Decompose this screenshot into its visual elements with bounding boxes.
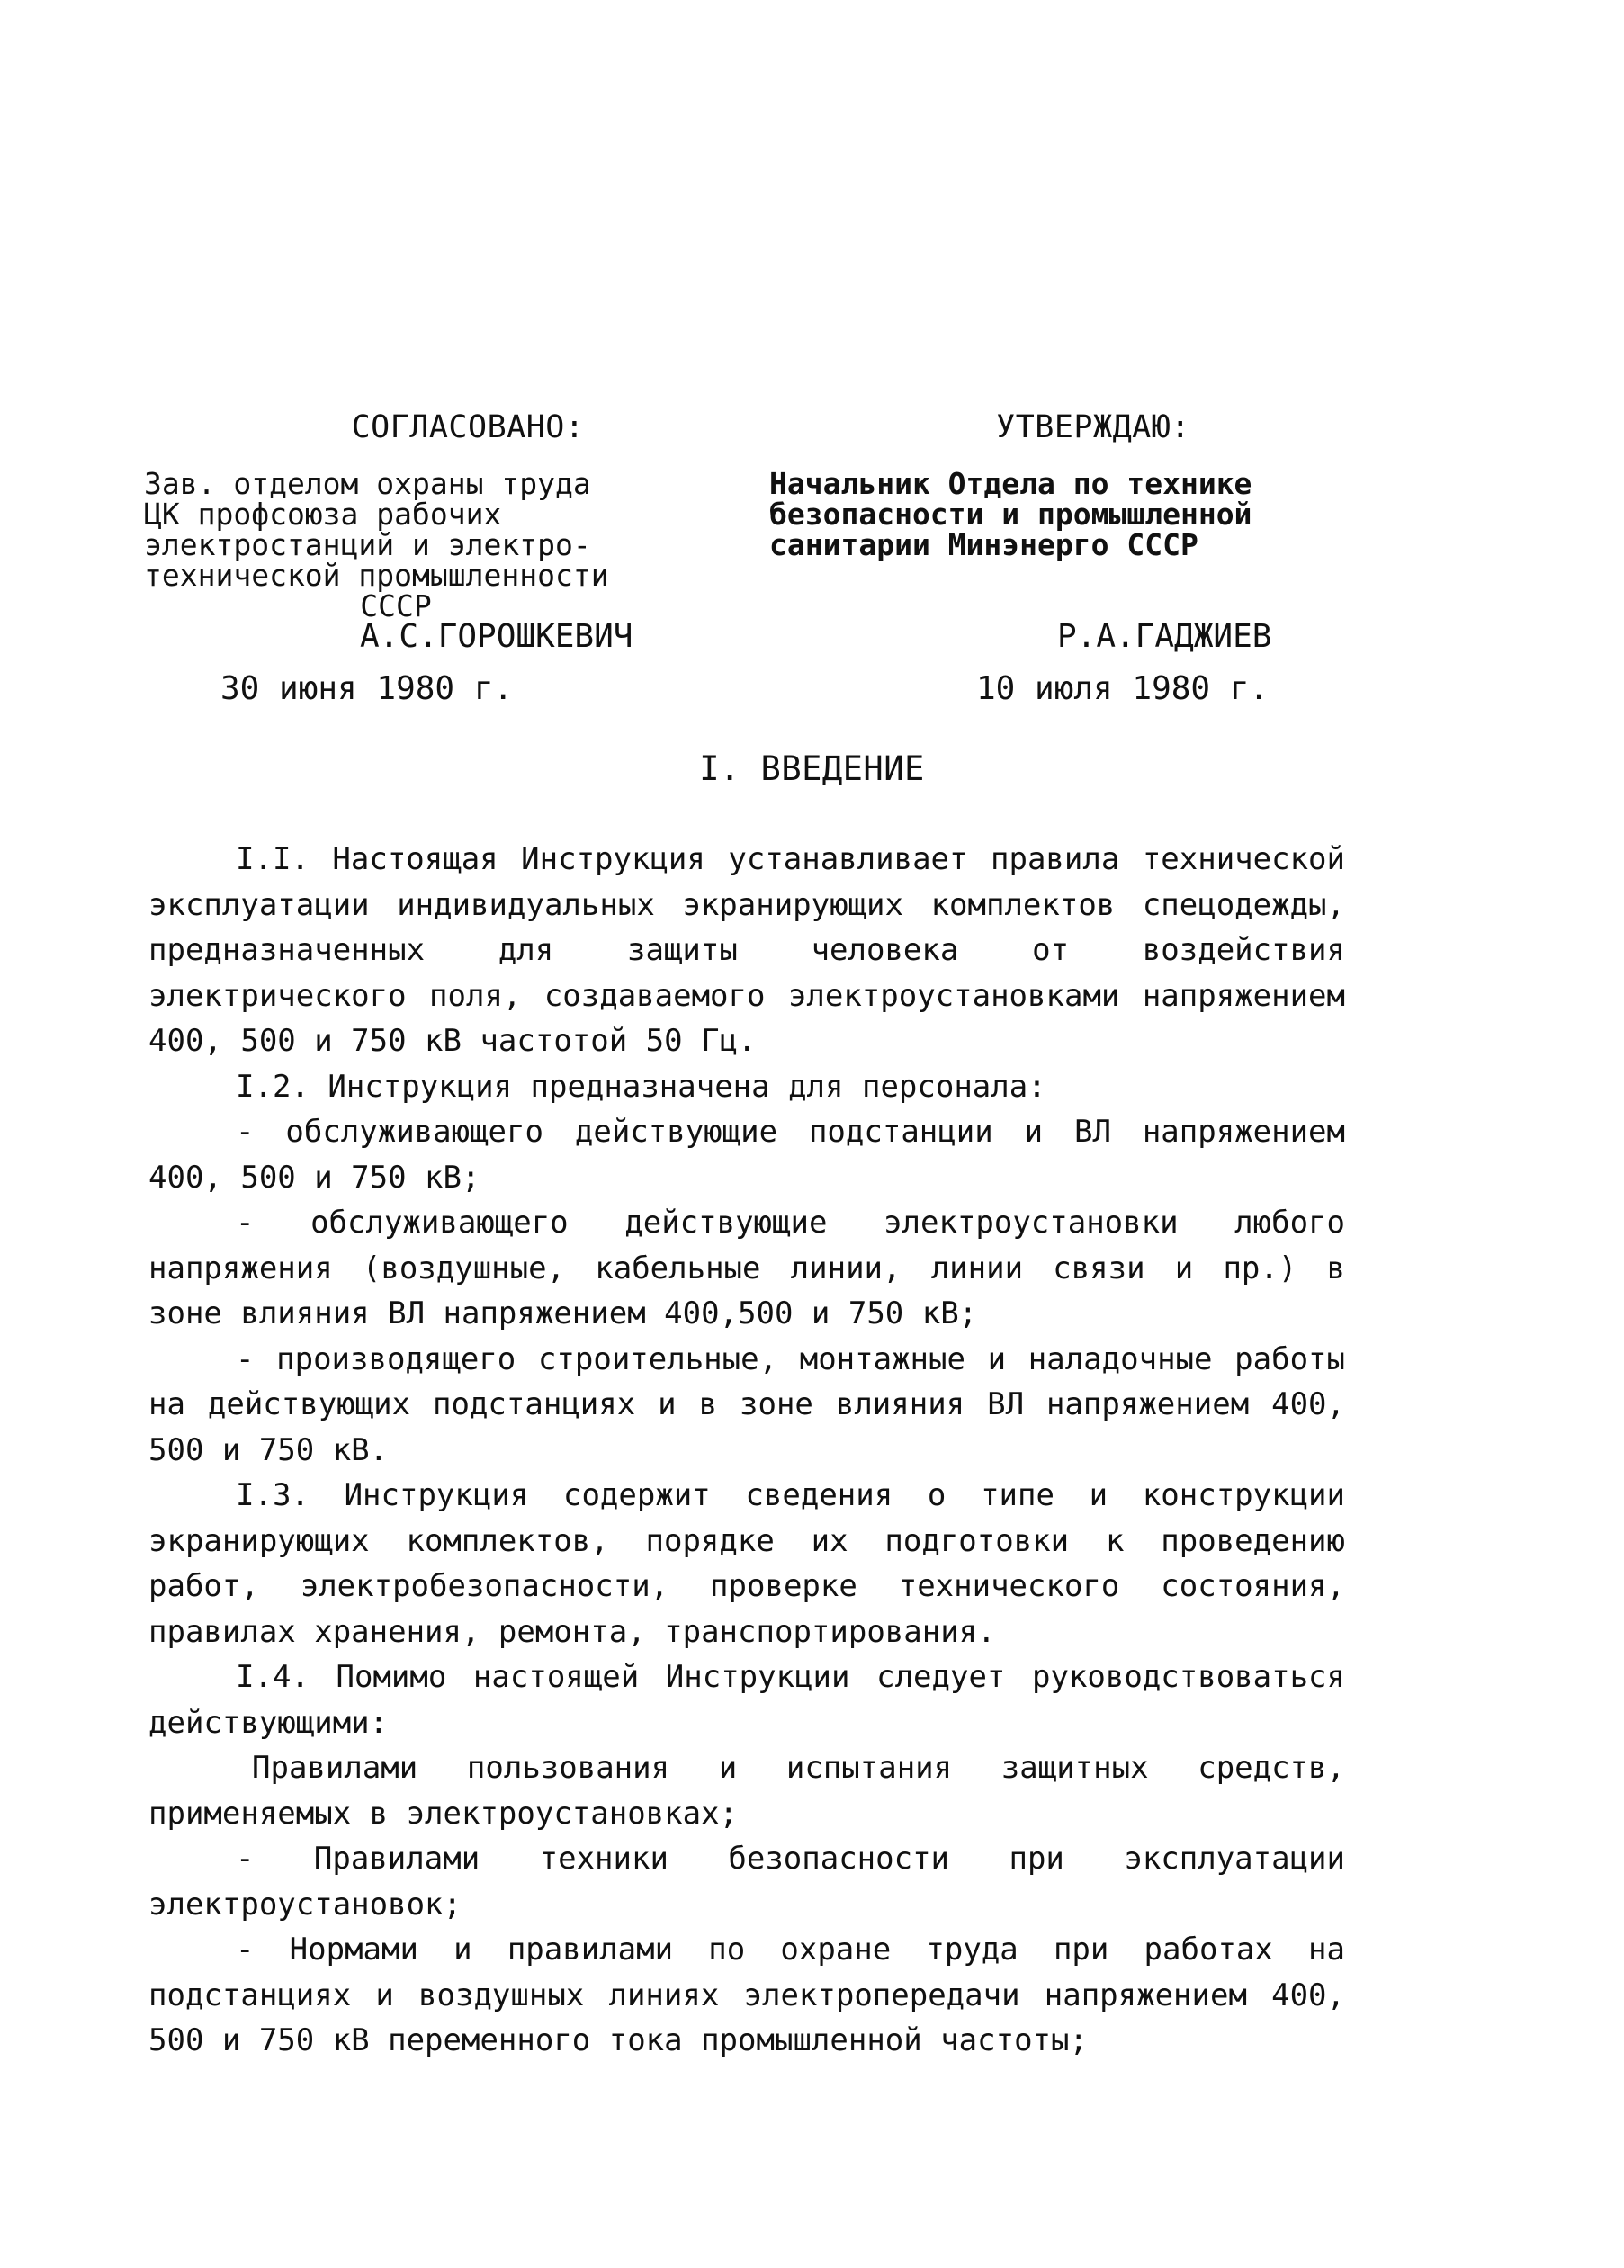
list-item: - обслуживающего действующие электроустановки любого напряжения (воздушные, кабельные линии, линии связи и пр.) в зоне влияния ВЛ напряжением 400,500 и 750 кВ; bbox=[148, 1205, 1345, 1331]
approval-block-approved bbox=[769, 409, 1417, 707]
paragraph-1-1: I.I. Настоящая Инструкция устанавливает правила технической эксплуатации индивидуальных экранирующих комплектов спецодежды, предназначенных для защиты человека от воздействия электрического поля, создаваемого электроустановками напряжением 400, 500 и 750 кВ частотой 50 Гц. bbox=[148, 841, 1345, 1059]
approval-line: ЦК профсоюза рабочих bbox=[144, 497, 502, 532]
list-item: - производящего строительные, монтажные и наладочные работы на действующих подстанциях и в зоне влияния ВЛ напряжением 400, 500 и 750 кВ. bbox=[148, 1340, 1345, 1468]
paragraph-1-4: I.4. Помимо настоящей Инструкции следует руководствоваться действующими: bbox=[148, 1659, 1345, 1741]
approval-line: электростанций и электро- bbox=[144, 527, 591, 562]
approval-line: Начальник Отдела по технике bbox=[769, 466, 1252, 501]
approval-line: СССР bbox=[360, 588, 432, 623]
approval-block-agreed bbox=[144, 409, 792, 707]
list-item: - Нормами и правилами по охране труда при работах на подстанциях и воздушных линиях электропередачи напряжением 400, 500 и 750 кВ переменного тока промышленной частоты; bbox=[148, 1932, 1345, 2058]
approval-date-agreed: 30 июня 1980 г. bbox=[220, 670, 514, 707]
approval-heading-approved: УТВЕРЖДАЮ: bbox=[996, 409, 1190, 445]
approval-lines-approved bbox=[769, 466, 1273, 562]
approval-lines-agreed bbox=[144, 466, 648, 623]
approval-line: безопасности и промышленной bbox=[769, 497, 1252, 532]
signatory-name-agreed: А.С.ГОРОШКЕВИЧ bbox=[360, 618, 633, 655]
paragraph-1-2: I.2. Инструкция предназначена для персонала: bbox=[236, 1068, 1046, 1105]
approval-date-approved: 10 июля 1980 г. bbox=[976, 670, 1270, 707]
paragraph-1-3: I.3. Инструкция содержит сведения о типе и конструкции экранирующих комплектов, порядке их подготовки к проведению работ, электробезопасности, проверке технического состояния, правилах хранения, ремонта, транспортирования. bbox=[148, 1477, 1345, 1650]
list-item: - обслуживающего действующие подстанции и ВЛ напряжением 400, 500 и 750 кВ; bbox=[148, 1114, 1345, 1196]
approval-heading-agreed: СОГЛАСОВАНО: bbox=[351, 409, 585, 445]
section-title: I. ВВЕДЕНИЕ bbox=[699, 749, 925, 788]
list-item: Правилами пользования и испытания защитных средств, применяемых в электроустановках; bbox=[148, 1750, 1345, 1832]
approval-line: санитарии Минэнерго СССР bbox=[769, 527, 1198, 562]
approval-line: технической промышленности bbox=[144, 558, 609, 593]
approval-line: Зав. отделом охраны труда bbox=[144, 466, 591, 501]
list-item: - Правилами техники безопасности при эксплуатации электроустановок; bbox=[148, 1841, 1345, 1923]
signatory-name-approved: Р.А.ГАДЖИЕВ bbox=[1057, 618, 1272, 655]
document-body bbox=[148, 837, 1345, 2064]
